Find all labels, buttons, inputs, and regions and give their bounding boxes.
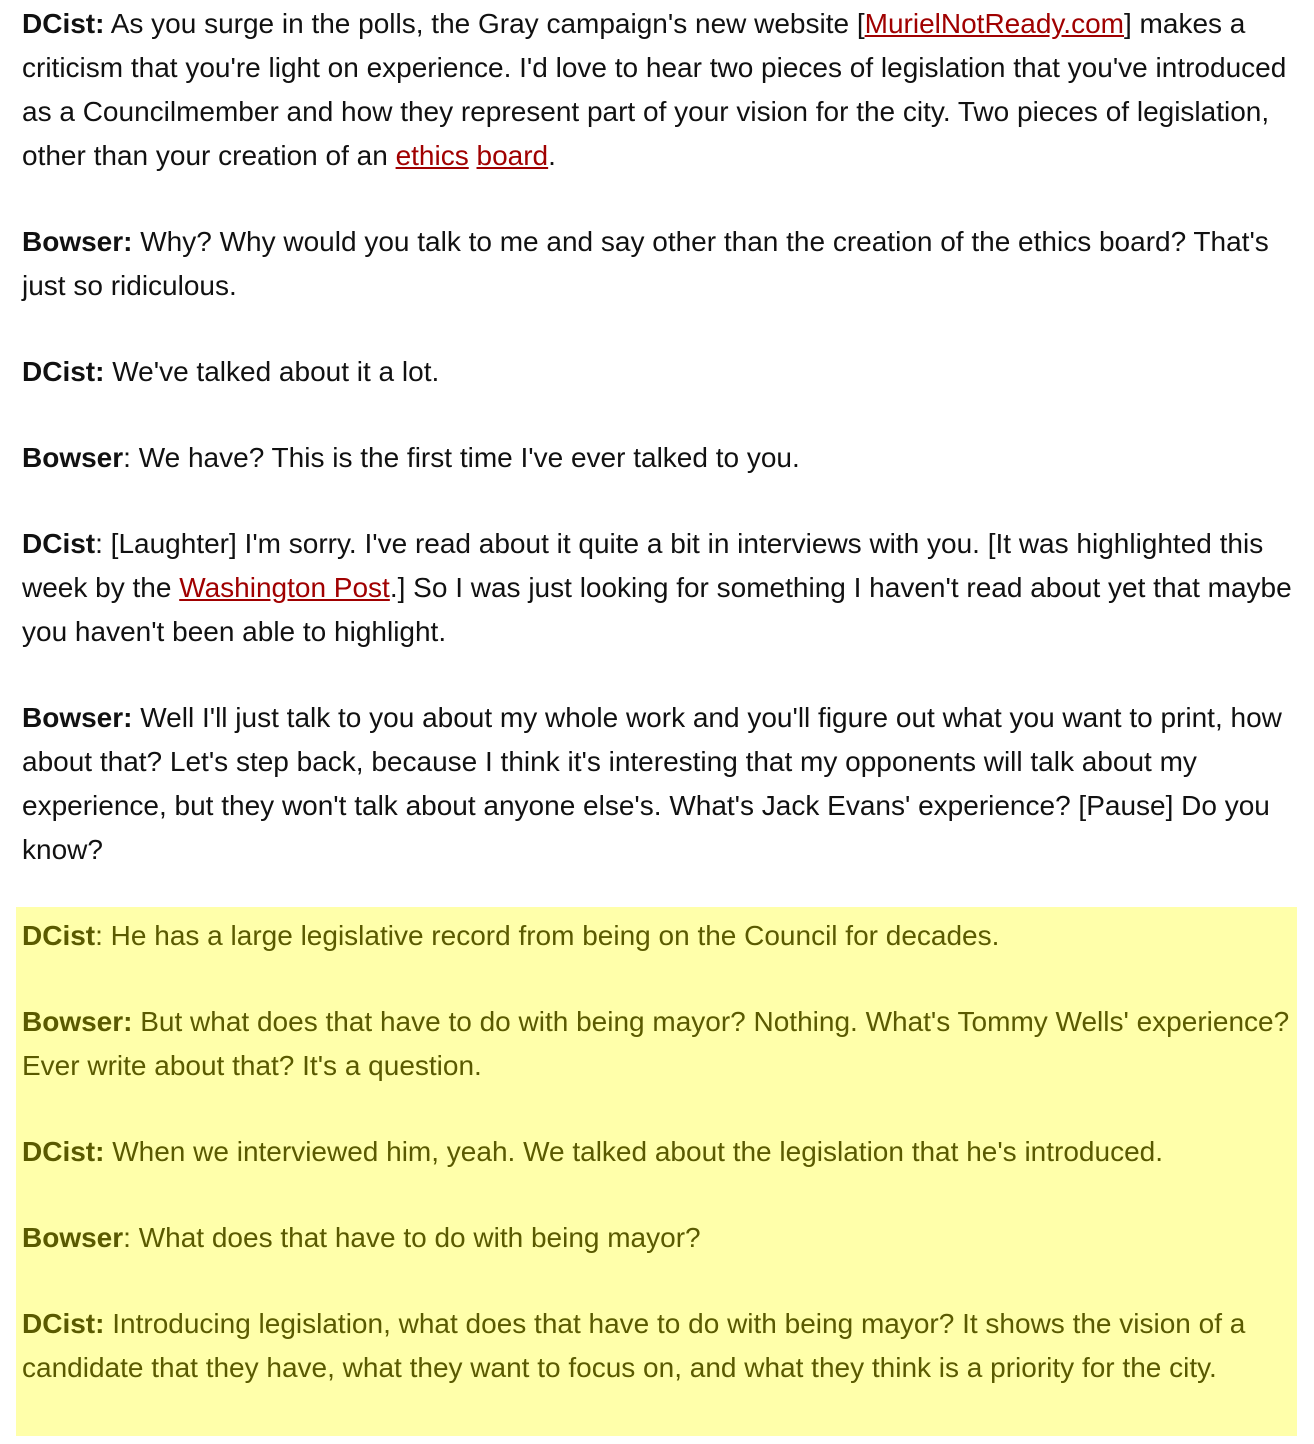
- speaker-label: Bowser:: [22, 226, 133, 257]
- transcript-paragraph: [22, 914, 1297, 958]
- transcript-paragraph: [22, 522, 1306, 654]
- paragraph-text: As you surge in the polls, the Gray campaign's new website [: [104, 8, 865, 39]
- paragraph-text: We've talked about it a lot.: [104, 356, 440, 387]
- murielnotready-link[interactable]: MurielNotReady.com: [864, 8, 1124, 39]
- transcript-paragraph: [22, 696, 1306, 872]
- transcript-paragraph: [22, 1130, 1297, 1174]
- transcript-paragraph: [22, 436, 1306, 480]
- paragraph-text: : We have? This is the first time I've ever talked to you.: [123, 442, 800, 473]
- paragraph-text: Why? Why would you talk to me and say other than the creation of the ethics board? That's just so ridiculous.: [22, 226, 1269, 301]
- speaker-label: Bowser:: [22, 1006, 133, 1037]
- paragraph-text: When we interviewed him, yeah. We talked about the legislation that he's introduced.: [104, 1136, 1163, 1167]
- speaker-label: Bowser: [22, 1222, 124, 1253]
- transcript-paragraph: [22, 1216, 1297, 1260]
- transcript-paragraph: [22, 2, 1306, 178]
- paragraph-text: .: [548, 140, 556, 171]
- speaker-label: DCist:: [22, 8, 105, 39]
- paragraph-text: Introducing legislation, what does that have to do with being mayor? It shows the vision of a candidate that they have, what they want to focus on, and what they think is a priority for the city.: [22, 1308, 1246, 1383]
- speaker-label: Bowser: [22, 442, 124, 473]
- speaker-label: DCist:: [22, 356, 105, 387]
- speaker-label: DCist:: [22, 1308, 105, 1339]
- washington-post-link[interactable]: Washington Post: [179, 572, 390, 603]
- paragraph-text: ] makes a criticism that you're light on experience. I'd love to hear two pieces of legislation that you've introduced as a Councilmember and how they represent part of your vision for the city. Two pieces of legislation, other than your creation of an: [22, 8, 1287, 171]
- interview-transcript: [22, 2, 1306, 914]
- highlighted-section: [16, 907, 1297, 1436]
- paragraph-text: : What does that have to do with being mayor?: [123, 1222, 701, 1253]
- paragraph-text: But what does that have to do with being mayor? Nothing. What's Tommy Wells' experience? Ever write about that? It's a question.: [22, 1006, 1290, 1081]
- paragraph-text: Well I'll just talk to you about my whole work and you'll figure out what you want to print, how about that? Let's step back, because I think it's interesting that my opponents will talk about my experience, but they won't talk about anyone else's. What's Jack Evans' experience? [Pause] Do you know?: [22, 702, 1282, 865]
- transcript-paragraph: [22, 1302, 1297, 1390]
- transcript-paragraph: [22, 1000, 1297, 1088]
- transcript-paragraph: [22, 350, 1306, 394]
- speaker-label: DCist: [22, 528, 96, 559]
- speaker-label: DCist: [22, 920, 96, 951]
- speaker-label: DCist:: [22, 1136, 105, 1167]
- paragraph-text: .] So I was just looking for something I haven't read about yet that maybe you haven't been able to highlight.: [22, 572, 1292, 647]
- highlighted-transcript: [22, 914, 1297, 1432]
- paragraph-text: : He has a large legislative record from being on the Council for decades.: [95, 920, 1000, 951]
- transcript-paragraph: [22, 220, 1306, 308]
- speaker-label: Bowser:: [22, 702, 133, 733]
- ethics-link[interactable]: ethics: [395, 140, 469, 171]
- paragraph-text: : [Laughter] I'm sorry. I've read about it quite a bit in interviews with you. [It was highlighted this week by the: [22, 528, 1264, 603]
- paragraph-text: [469, 140, 477, 171]
- board-link[interactable]: board: [476, 140, 549, 171]
